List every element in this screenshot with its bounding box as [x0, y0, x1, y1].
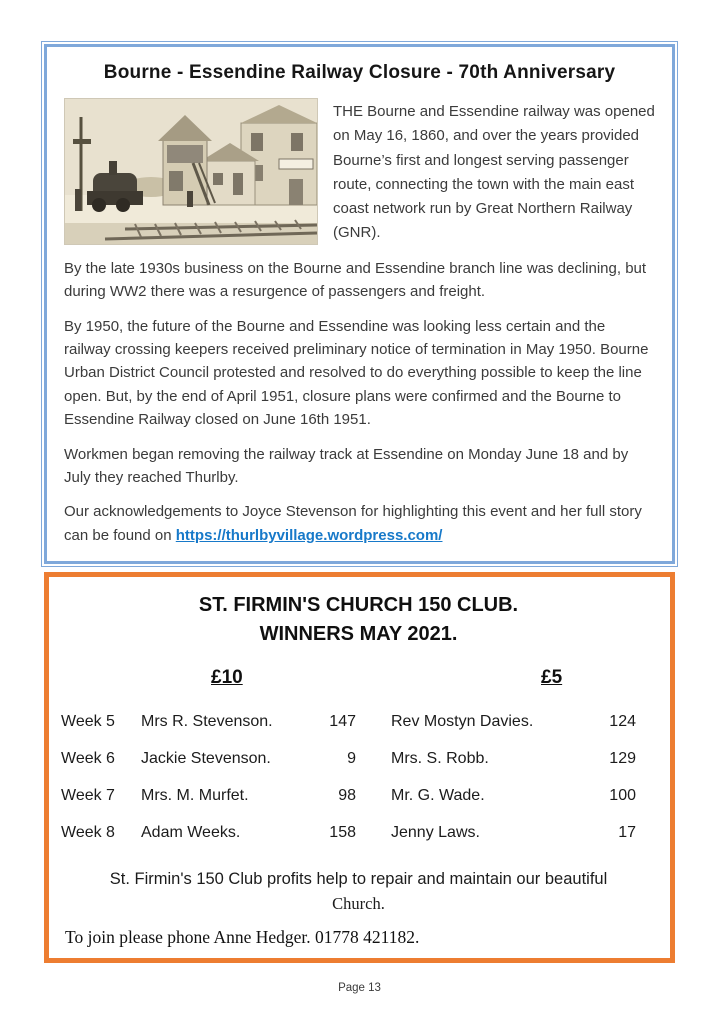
week-label: Week 5	[61, 712, 115, 730]
article-title: Bourne - Essendine Railway Closure - 70th Anniversary	[103, 62, 616, 83]
acknowledgement-text: Our acknowledgements to Joyce Stevenson for highlighting this event and her full story can be found on	[64, 503, 642, 544]
club-profits-line1: St. Firmin's 150 Club profits help to repair and maintain our beautiful	[109, 870, 608, 889]
winner-name-5: Jenny Laws.	[391, 823, 480, 841]
station-photo-illustration	[65, 99, 317, 244]
article-paragraph-3: By 1950, the future of the Bourne and Essendine was looking less certain and the railway crossing keepers received preliminary notice of termination in May 1950. Bourne Urban District Council protested and resolved to do everything possible to keep the line open. But, by the end of April 1951, closure plans were confirmed and the Bourne to Essendine Railway closed on June 16th 1951.	[64, 317, 649, 429]
prize-header-row	[61, 667, 656, 693]
winner-number-10: 98	[338, 786, 356, 804]
prize-5-header: £5	[541, 667, 563, 689]
thurlbyvillage-wordpress-link[interactable]: https://thurlbyvillage.wordpress.com/	[175, 526, 443, 544]
winner-name-10: Mrs. M. Murfet.	[141, 786, 249, 804]
winner-number-10: 147	[329, 712, 356, 730]
week-label: Week 6	[61, 749, 115, 767]
page-number: Page 13	[338, 981, 381, 994]
join-contact-line: To join please phone Anne Hedger. 01778 421182.	[65, 926, 420, 947]
week-label: Week 7	[61, 786, 115, 804]
table-row	[61, 814, 656, 851]
article-paragraph-4: Workmen began removing the railway track at Essendine on Monday June 18 and by July they reached Thurlby.	[64, 445, 629, 486]
table-row	[61, 740, 656, 777]
winners-table	[61, 703, 656, 851]
winner-name-10: Jackie Stevenson.	[141, 749, 271, 767]
winner-number-10: 9	[347, 749, 356, 767]
winner-name-10: Adam Weeks.	[141, 823, 241, 841]
week-label: Week 8	[61, 823, 115, 841]
table-row	[61, 777, 656, 814]
winner-number-5: 17	[618, 823, 636, 841]
station-photo	[64, 98, 318, 245]
winner-name-10: Mrs R. Stevenson.	[141, 712, 273, 730]
railway-article-box	[44, 44, 675, 564]
club-title-line2: WINNERS MAY 2021.	[259, 623, 458, 646]
club-winners-box	[44, 572, 675, 963]
article-lead-paragraph: THE Bourne and Essendine railway was opened on May 16, 1860, and over the years provided Bourne’s first and longest serving passenger route, connecting the town with the main east coast network run by Great Northern Railway (GNR).	[333, 103, 655, 242]
article-paragraph-2: By the late 1930s business on the Bourne and Essendine branch line was declining, but during WW2 there was a resurgence of passengers and freight.	[64, 259, 647, 301]
club-title-line1: ST. FIRMIN'S CHURCH 150 CLUB.	[198, 594, 519, 617]
club-profits-note	[61, 867, 656, 917]
winner-number-5: 124	[609, 712, 636, 730]
winner-number-10: 158	[329, 823, 356, 841]
winner-name-5: Mrs. S. Robb.	[391, 749, 489, 767]
article-paragraph-5	[64, 500, 655, 547]
club-profits-line2: Church.	[332, 893, 385, 913]
article-lead-row	[64, 98, 655, 246]
winner-number-5: 129	[609, 749, 636, 767]
winner-name-5: Mr. G. Wade.	[391, 786, 485, 804]
winner-number-5: 100	[609, 786, 636, 804]
prize-10-header: £10	[211, 667, 243, 689]
table-row	[61, 703, 656, 740]
winner-name-5: Rev Mostyn Davies.	[391, 712, 534, 730]
